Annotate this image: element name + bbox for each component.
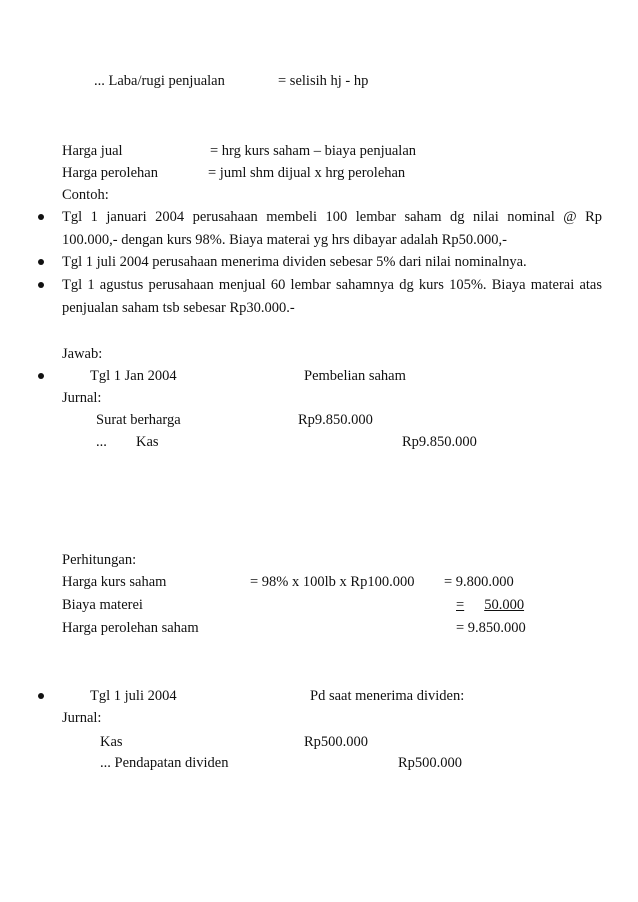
credit-amount: Rp9.850.000 (402, 434, 477, 450)
calc-formula: = 98% x 100lb x Rp100.000 (250, 574, 415, 590)
calc-label: Biaya materei (62, 597, 143, 613)
debit-amount: Rp500.000 (304, 734, 369, 750)
perhitungan-heading: Perhitungan: (62, 552, 137, 568)
definition-value: = hrg kurs saham – biaya penjualan (210, 143, 417, 159)
jurnal-label: Jurnal: (62, 390, 102, 406)
entry-date: Tgl 1 Jan 2004 (90, 368, 177, 384)
jawab-heading: Jawab: (62, 346, 103, 362)
bullet-icon (38, 282, 44, 288)
bullet-icon (38, 693, 44, 699)
calc-result: = 9.800.000 (444, 574, 514, 590)
list-item: Tgl 1 januari 2004 perusahaan membeli 100 lembar saham dg nilai nominal @ Rp (62, 209, 602, 225)
list-item: Tgl 1 juli 2004 perusahaan menerima dividen sebesar 5% dari nilai nominalnya. (62, 254, 527, 270)
debit-account: Surat berharga (96, 412, 181, 428)
list-item-continuation: 100.000,- dengan kurs 98%. Biaya materai yg hrs dibayar adalah Rp50.000,- (62, 232, 507, 248)
calc-eq: = (456, 597, 465, 613)
debit-account: Kas (100, 734, 123, 750)
calc-result: 50.000 (484, 597, 525, 613)
definition-label: Harga jual (62, 143, 123, 159)
definition-value: = juml shm dijual x hrg perolehan (208, 165, 406, 181)
calc-result-underlined (456, 596, 531, 614)
bullet-icon (38, 214, 44, 220)
calc-label: Harga perolehan saham (62, 620, 199, 636)
debit-amount: Rp9.850.000 (298, 412, 373, 428)
credit-account: ... Pendapatan dividen (100, 755, 229, 771)
credit-account: Kas (136, 434, 159, 450)
bullet-icon (38, 259, 44, 265)
entry-date: Tgl 1 juli 2004 (90, 688, 177, 704)
calc-label: Harga kurs saham (62, 574, 167, 590)
definition-label: Harga perolehan (62, 165, 158, 181)
formula-label: ... Laba/rugi penjualan (94, 73, 225, 89)
list-item: Tgl 1 agustus perusahaan menjual 60 lembar sahamnya dg kurs 105%. Biaya materai atas (62, 277, 602, 293)
bullet-icon (38, 373, 44, 379)
list-item-continuation: penjualan saham tsb sebesar Rp30.000.- (62, 300, 295, 316)
calc-result: = 9.850.000 (456, 620, 526, 636)
entry-description: Pembelian saham (304, 368, 406, 384)
contoh-heading: Contoh: (62, 187, 109, 203)
entry-description: Pd saat menerima dividen: (310, 688, 465, 704)
jurnal-label: Jurnal: (62, 710, 102, 726)
credit-amount: Rp500.000 (398, 755, 463, 771)
credit-prefix: ... (96, 434, 107, 450)
formula-value: = selisih hj - hp (278, 73, 369, 89)
